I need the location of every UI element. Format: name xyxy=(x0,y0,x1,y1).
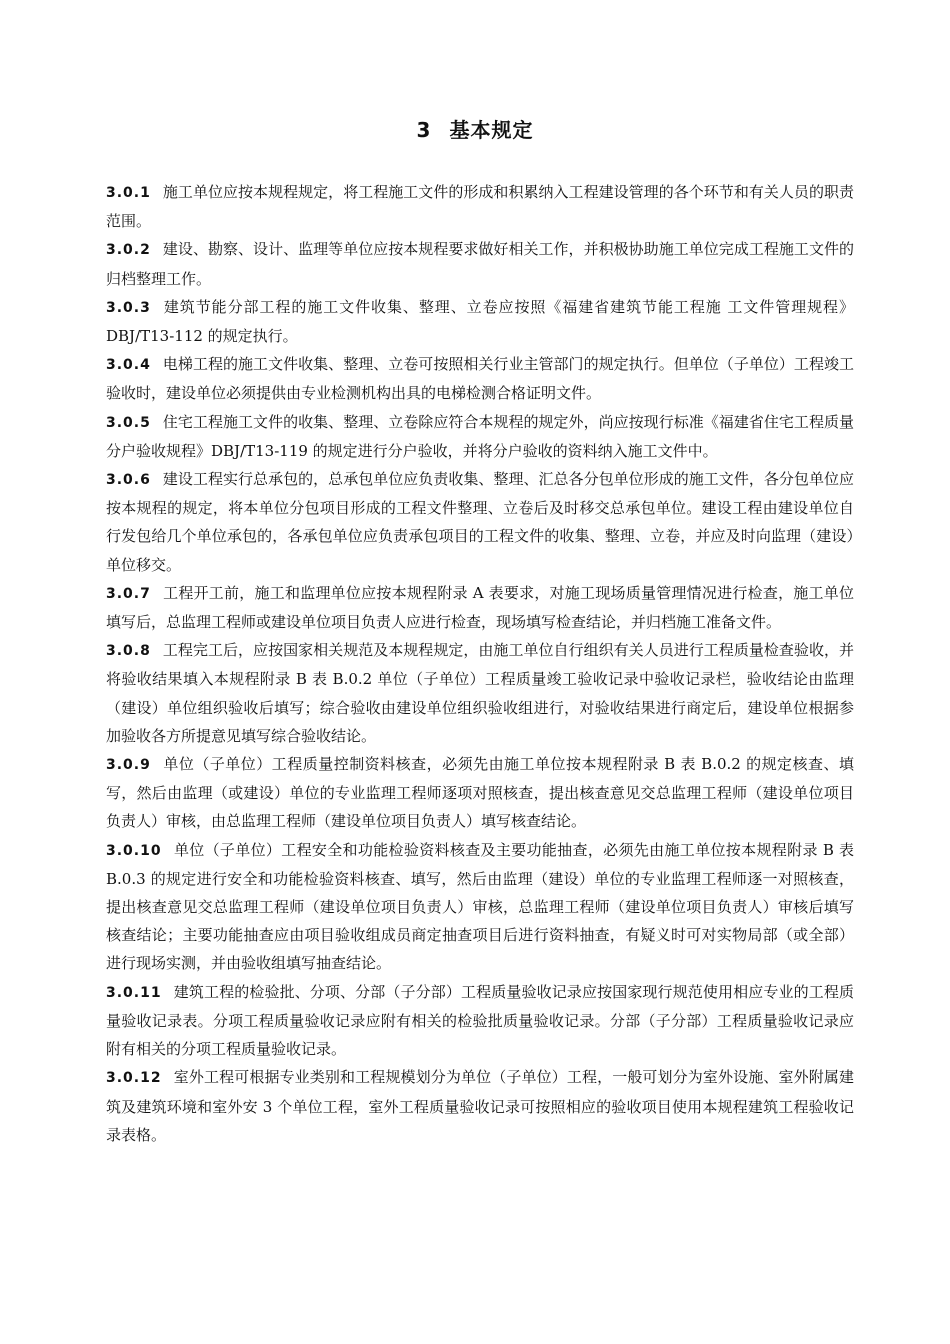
clause-list xyxy=(106,178,854,1149)
clause-3-0-7 xyxy=(106,579,854,636)
section-number: 3 xyxy=(416,118,432,142)
section-title: 基本规定 xyxy=(449,118,534,142)
clause-3-0-1 xyxy=(106,178,854,235)
clause-3-0-6 xyxy=(106,465,854,579)
clause-number: 3.0.9 xyxy=(106,757,151,774)
clause-number: 3.0.12 xyxy=(106,1070,162,1087)
clause-text: 电梯工程的施工文件收集、整理、立卷可按照相关行业主管部门的规定执行。但单位（子单位）工程竣工验收时，建设单位必须提供由专业检测机构出具的电梯检测合格证明文件。 xyxy=(106,355,854,403)
clause-3-0-5 xyxy=(106,408,854,465)
clause-3-0-3 xyxy=(106,293,854,350)
clause-3-0-9 xyxy=(106,750,854,836)
clause-3-0-4 xyxy=(106,350,854,407)
clause-number: 3.0.10 xyxy=(106,842,162,859)
clause-text: 建设工程实行总承包的，总承包单位应负责收集、整理、汇总各分包单位形成的施工文件，各分包单位应按本规程的规定，将本单位分包项目形成的工程文件整理、立卷后及时移交总承包单位。建设工程由建设单位自行发包给几个单位承包的，各承包单位应负责承包项目的工程文件的收集、整理、立卷，并应及时向监理（建设）单位移交。 xyxy=(106,470,854,574)
clause-number: 3.0.2 xyxy=(106,242,151,259)
clause-text: 建筑工程的检验批、分项、分部（子分部）工程质量验收记录应按国家现行规范使用相应专业的工程质量验收记录表。分项工程质量验收记录应附有相关的检验批质量验收记录。分部（子分部）工程质量验收记录应附有相关的分项工程质量验收记录。 xyxy=(106,982,854,1059)
clause-text: 室外工程可根据专业类别和工程规模划分为单位（子单位）工程，一般可划分为室外设施、室外附属建筑及建筑环境和室外安 3 个单位工程，室外工程质量验收记录可按照相应的验收项目使用本规程建筑工程验收记录表格。 xyxy=(106,1068,854,1144)
clause-3-0-2 xyxy=(106,235,854,292)
clause-number: 3.0.8 xyxy=(106,643,151,660)
clause-3-0-11 xyxy=(106,978,854,1064)
section-heading xyxy=(0,114,950,143)
clause-number: 3.0.7 xyxy=(106,585,151,602)
clause-text: 建设、勘察、设计、监理等单位应按本规程要求做好相关工作，并积极协助施工单位完成工程施工文件的归档整理工作。 xyxy=(106,240,854,288)
clause-number: 3.0.6 xyxy=(106,472,151,489)
clause-number: 3.0.3 xyxy=(106,299,151,316)
clause-3-0-12 xyxy=(106,1063,854,1149)
clause-text: 施工单位应按本规程规定，将工程施工文件的形成和积累纳入工程建设管理的各个环节和有关人员的职责范围。 xyxy=(106,183,854,231)
clause-number: 3.0.11 xyxy=(106,984,162,1001)
clause-number: 3.0.1 xyxy=(106,185,151,201)
clause-3-0-10 xyxy=(106,836,854,978)
clause-3-0-8 xyxy=(106,636,854,750)
clause-text: 建筑节能分部工程的施工文件收集、整理、立卷应按照《福建省建筑节能工程施 工文件管理规程》DBJ/T13-112 的规定执行。 xyxy=(106,297,854,346)
clause-text: 工程开工前，施工和监理单位应按本规程附录 A 表要求，对施工现场质量管理情况进行检查，施工单位填写后，总监理工程师或建设单位项目负责人应进行检查，现场填写检查结论，并归档施工准备文件。 xyxy=(106,583,854,632)
clause-number: 3.0.5 xyxy=(106,414,151,431)
clause-text: 工程完工后，应按国家相关规范及本规程规定，由施工单位自行组织有关人员进行工程质量检查验收，并将验收结果填入本规程附录 B 表 B.0.2 单位（子单位）工程质量竣工验收记录中验收记录栏，验收结论由监理（建设）单位组织验收后填写；综合验收由建设单位组织验收组进行，对验收结果进行商定后，建设单位根据参加验收各方所提意见填写综合验收结论。 xyxy=(106,641,854,745)
clause-text: 单位（子单位）工程安全和功能检验资料核查及主要功能抽查，必须先由施工单位按本规程附录 B 表 B.0.3 的规定进行安全和功能检验资料核查、填写，然后由监理（建设）单位的专业监理工程师逐一对照核查，提出核查意见交总监理工程师（建设单位项目负责人）审核，总监理工程师（建设单位项目负责人）审核后填写核查结论；主要功能抽查应由项目验收组成员商定抽查项目后进行资料抽查，有疑义时可对实物局部（或全部）进行现场实测，并由验收组填写抽查结论。 xyxy=(106,840,854,973)
clause-number: 3.0.4 xyxy=(106,357,151,374)
clause-text: 住宅工程施工文件的收集、整理、立卷除应符合本规程的规定外，尚应按现行标准《福建省住宅工程质量分户验收规程》DBJ/T13-119 的规定进行分户验收，并将分户验收的资料纳入施工文件中。 xyxy=(106,412,854,460)
clause-text: 单位（子单位）工程质量控制资料核查，必须先由施工单位按本规程附录 B 表 B.0.2 的规定核查、填写，然后由监理（或建设）单位的专业监理工程师逐项对照核查，提出核查意见交总监理工程师（建设单位项目负责人）审核，由总监理工程师（建设单位项目负责人）填写核查结论。 xyxy=(106,755,854,831)
